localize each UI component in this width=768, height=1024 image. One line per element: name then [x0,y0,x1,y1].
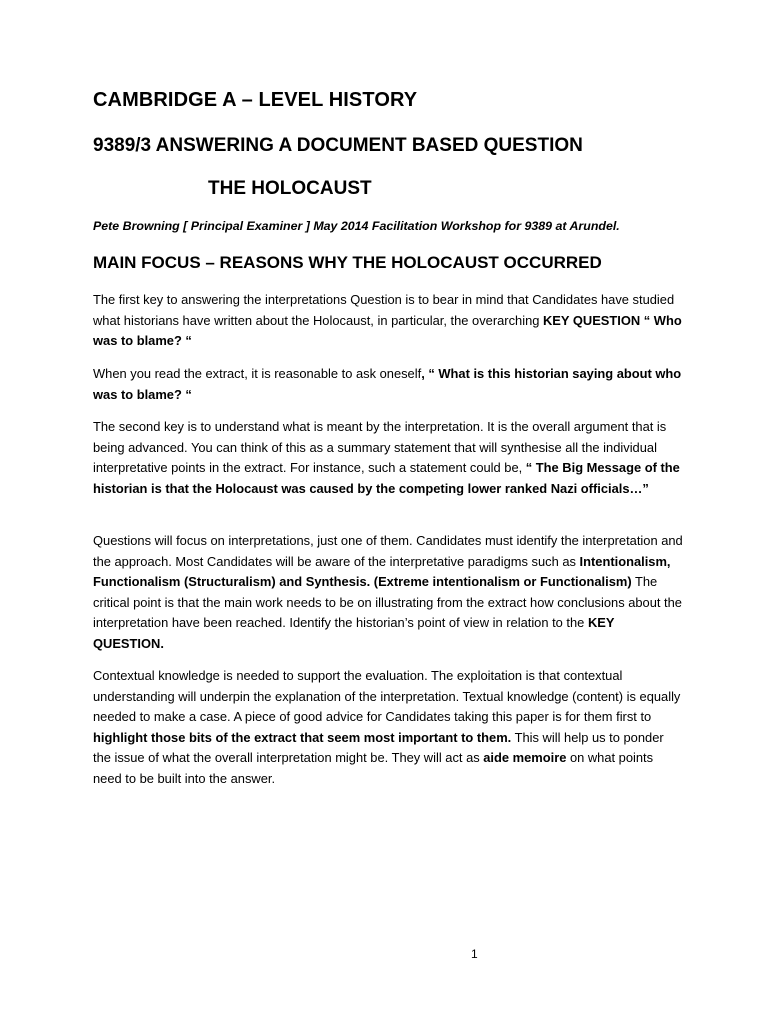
paragraph-5 [93,666,685,789]
paragraph-bold-text: “ The Big Message of the historian is that the Holocaust was caused by the competing lower ranked Nazi officials…” [93,460,680,496]
author-byline: Pete Browning [ Principal Examiner ] May 2014 Facilitation Workshop for 9389 at Arundel. [93,219,620,233]
page-number: 1 [471,947,478,961]
paragraph-text: The critical point is that the main work needs to be on illustrating from the extract how conclusions about the interpretation have been reached. Identify the historian’s point of view in relation to the [93,574,682,630]
paragraph-bold-text: , “ What is this historian saying about who was to blame? “ [93,366,682,402]
document-page [93,0,685,1024]
paragraph-text: This will help us to ponder the issue of what the overall interpretation might be. They will act as [93,729,664,765]
paragraph-text: Contextual knowledge is needed to support the evaluation. The exploitation is that contextual understanding will underpin the explanation of the interpretation. Textual knowledge (content) is equally needed to make a case. A piece of good advice for Candidates taking this paper is for them first to [93,668,681,724]
paragraph-text: on what points need to be built into the answer. [93,750,654,786]
paragraph-bold-text: highlight those bits of the extract that seem most important to them. [93,729,512,745]
paragraph-text: The first key to answering the interpretations Question is to bear in mind that Candidates have studied what historians have written about the Holocaust, in particular, the overarching [93,292,675,328]
paragraph-text: When you read the extract, it is reasonable to ask oneself [93,366,422,381]
paragraph-text: Questions will focus on interpretations, just one of them. Candidates must identify the interpretation and the approach. Most Candidates will be aware of the interpretative paradigms such as [93,533,683,569]
document-title: CAMBRIDGE A – LEVEL HISTORY [93,89,418,111]
paragraph-4 [93,531,685,654]
paragraph-bold-text: aide memoire [483,750,567,765]
paragraph-bold-text: KEY QUESTION “ Who was to blame? “ [93,312,682,348]
paragraph-3 [93,417,685,499]
paragraph-bold-text: KEY QUESTION. [93,615,615,651]
paragraph-1 [93,290,685,352]
paragraph-2 [93,364,685,405]
paragraph-bold-text: Intentionalism, Functionalism (Structuralism) and Synthesis. (Extreme intentionalism or Functionalism) [93,553,671,589]
main-focus-heading: MAIN FOCUS – REASONS WHY THE HOLOCAUST OCCURRED [93,253,602,272]
document-topic: THE HOLOCAUST [208,178,372,199]
document-subtitle: 9389/3 ANSWERING A DOCUMENT BASED QUESTION [93,135,583,156]
paragraph-text: The second key is to understand what is meant by the interpretation. It is the overall argument that is being advanced. You can think of this as a summary statement that will synthesise all the individual interpretative points in the extract. For instance, such a statement could be, [93,419,667,475]
